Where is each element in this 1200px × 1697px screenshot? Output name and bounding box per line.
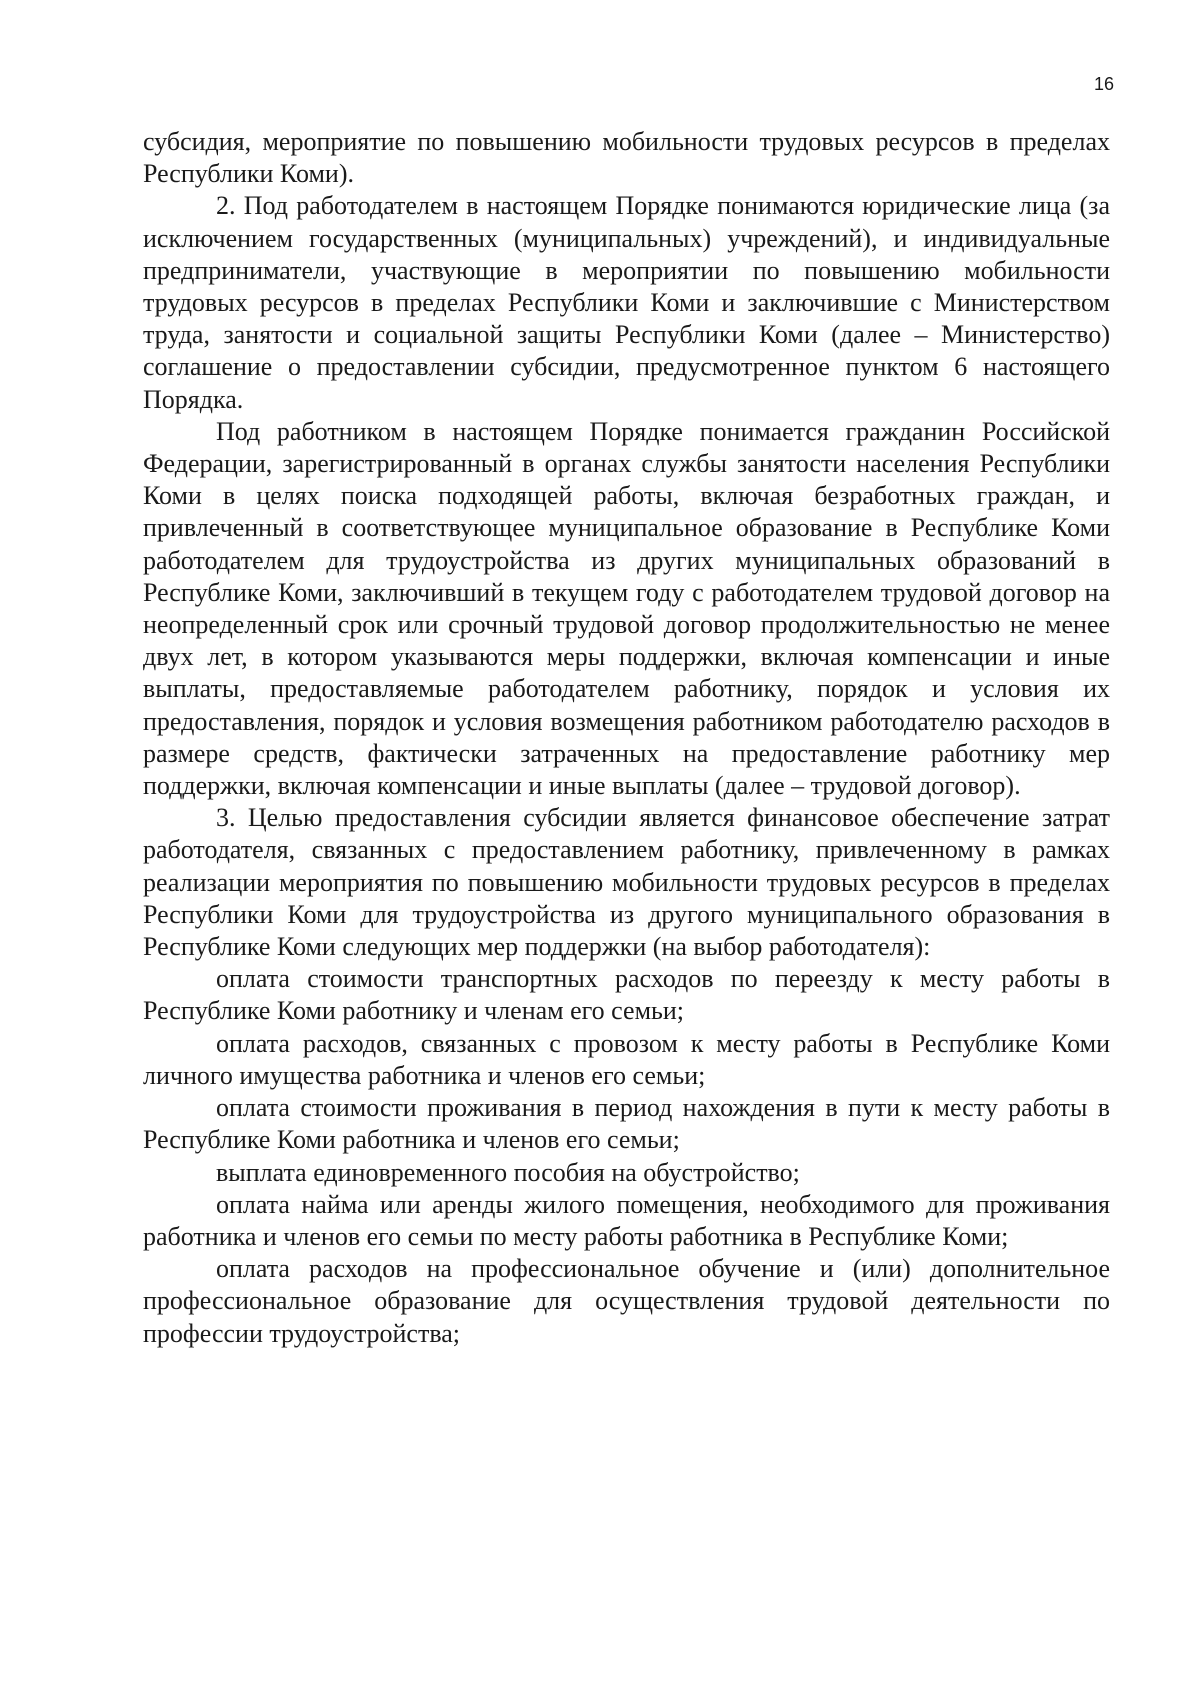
list-item-transport-costs: оплата стоимости транспортных расходов по переезду к месту работы в Республике Коми работнику и членам его семьи; bbox=[143, 964, 1110, 1026]
list-item-housing-rent: оплата найма или аренды жилого помещения, необходимого для проживания работника и членов его семьи по месту работы работника в Республике Коми; bbox=[143, 1189, 1110, 1251]
document-body bbox=[143, 126, 1110, 1350]
list-item-property-transport: оплата расходов, связанных с провозом к месту работы в Республике Коми личного имущества работника и членов его семьи; bbox=[143, 1028, 1110, 1090]
list-item-accommodation-en-route: оплата стоимости проживания в период нахождения в пути к месту работы в Республике Коми работника и членов его семьи; bbox=[143, 1093, 1110, 1155]
paragraph-subsidy-purpose: 3. Целью предоставления субсидии является финансовое обеспечение затрат работодателя, связанных с предоставлением работнику, привлеченному в рамках реализации мероприятия по повышению мобильности трудовых ресурсов в пределах Республики Коми для трудоустройства из другого муниципального образования в Республике Коми следующих мер поддержки (на выбор работодателя): bbox=[143, 803, 1110, 962]
paragraph-employer-definition: 2. Под работодателем в настоящем Порядке понимаются юридические лица (за исключением государственных (муниципальных) учреждений), и индивидуальные предприниматели, участвующие в мероприятии по повышению мобильности трудовых ресурсов в пределах Республики Коми и заключившие с Министерством труда, занятости и социальной защиты Республики Коми (далее – Министерство) соглашение о предоставлении субсидии, предусмотренное пунктом 6 настоящего Порядка. bbox=[143, 191, 1110, 414]
list-item-settlement-allowance: выплата единовременного пособия на обустройство; bbox=[216, 1157, 800, 1187]
list-item-professional-training: оплата расходов на профессиональное обучение и (или) дополнительное профессиональное образование для осуществления трудовой деятельности по профессии трудоустройства; bbox=[143, 1254, 1110, 1348]
paragraph-employee-definition: Под работником в настоящем Порядке понимается гражданин Российской Федерации, зарегистрированный в органах службы занятости населения Республики Коми в целях поиска подходящей работы, включая безработных граждан, и привлеченный в соответствующее муниципальное образование в Республике Коми работодателем для трудоустройства из других муниципальных образований в Республике Коми, заключивший в текущем году с работодателем трудовой договор на неопределенный срок или срочный трудовой договор продолжительностью не менее двух лет, в котором указываются меры поддержки, включая компенсации и иные выплаты, предоставляемые работодателем работнику, порядок и условия их предоставления, порядок и условия возмещения работником работодателю расходов в размере средств, фактически затраченных на предоставление работнику мер поддержки, включая компенсации и иные выплаты (далее – трудовой договор). bbox=[143, 416, 1110, 801]
paragraph-continuation: субсидия, мероприятие по повышению мобильности трудовых ресурсов в пределах Республики Коми). bbox=[143, 127, 1110, 189]
page-number: 16 bbox=[1093, 74, 1114, 94]
